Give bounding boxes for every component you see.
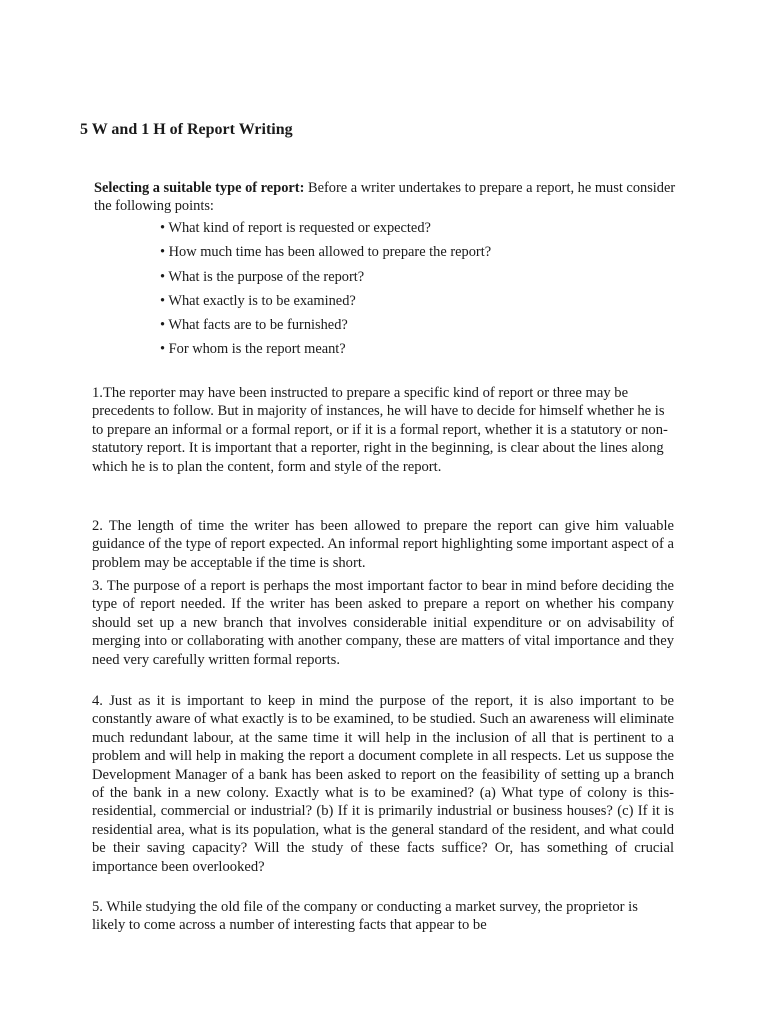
considerations-list xyxy=(160,219,491,365)
intro-paragraph xyxy=(94,179,676,215)
paragraph-2: 2. The length of time the writer has been allowed to prepare the report can give him valuable guidance of the type of report expected. An informal report highlighting some important aspect of a problem may be acceptable if the time is short. xyxy=(92,518,674,571)
list-item: • How much time has been allowed to prepare the report? xyxy=(160,244,492,261)
list-item: • What is the purpose of the report? xyxy=(160,268,365,285)
list-item: • What exactly is to be examined? xyxy=(160,292,356,309)
list-item: • For whom is the report meant? xyxy=(160,341,346,358)
document-title: 5 W and 1 H of Report Writing xyxy=(80,121,293,138)
intro-label: Selecting a suitable type of report: xyxy=(94,180,305,196)
paragraph-3: 3. The purpose of a report is perhaps the most important factor to bear in mind before deciding the type of report needed. If the writer has been asked to prepare a report on whether his company should set up a new branch that involves considerable initial expenditure or on advisability of merging into or collaborating with another company, these are matters of vital importance and they need very carefully written formal reports. xyxy=(92,578,674,668)
intro-text: Before a writer undertakes to prepare a report, he must consider the following points: xyxy=(94,180,676,214)
paragraph-4: 4. Just as it is important to keep in mind the purpose of the report, it is also important to be constantly aware of what exactly is to be examined, to be studied. Such an awareness will eliminate much redundant labour, at the same time it will help in the inclusion of all that is pertinent to a problem and will help in making the report a document complete in all respects. Let us suppose the Development Manager of a bank has been asked to report on the feasibility of setting up a branch of the bank in a new colony. Exactly what is to be examined? (a) What type of colony is this-residential, commercial or industrial? (b) If it is primarily industrial or business houses? (c) If it is residential area, what is its population, what is the general standard of the resident, and what could be their saving capacity? Will the study of these facts suffice? Or, has something of crucial importance been overlooked? xyxy=(92,693,674,875)
list-item: • What kind of report is requested or expected? xyxy=(160,220,431,236)
list-item: • What facts are to be furnished? xyxy=(160,317,348,334)
paragraph-5: 5. While studying the old file of the company or conducting a market survey, the proprietor is likely to come across a number of interesting facts that appear to be xyxy=(92,899,638,934)
paragraph-1: 1.The reporter may have been instructed to prepare a specific kind of report or three may be precedents to follow. But in majority of instances, he will have to decide for himself whether he is to prepare an informal or a formal report, or if it is a formal report, whether it is a statutory or non-statutory report. It is important that a reporter, right in the beginning, is clear about the lines along which he is to plan the content, form and style of the report. xyxy=(92,385,668,475)
